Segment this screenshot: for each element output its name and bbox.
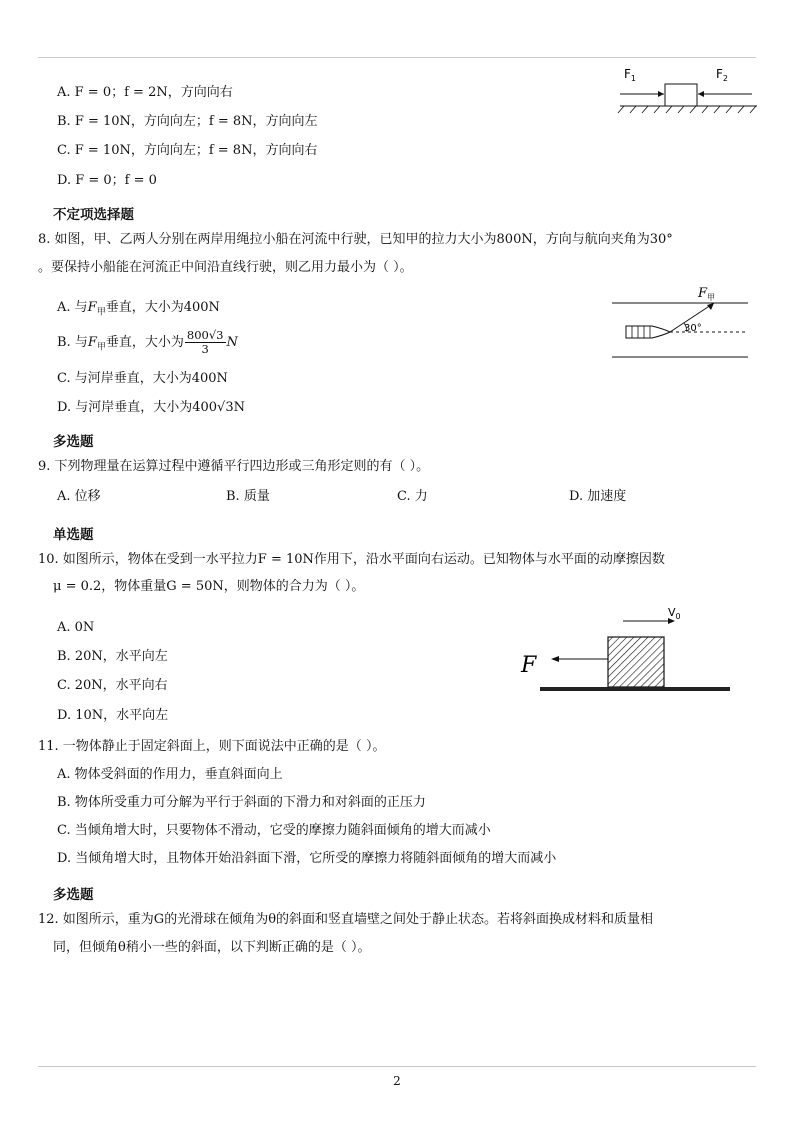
section-header-indefinite: 不定项选择题	[53, 207, 134, 223]
q10-option-d: D. 10N，水平向左	[57, 708, 169, 723]
footer-rule	[38, 1066, 756, 1067]
q10-option-b: B. 20N，水平向左	[57, 649, 168, 664]
q8-boat-figure	[612, 285, 762, 363]
q10-stem-line2: μ = 0.2，物体重量G = 50N，则物体的合力为（ ）。	[53, 579, 365, 594]
q11-option-a: A. 物体受斜面的作用力，垂直斜面向上	[57, 767, 283, 782]
q7-f2-label: $F_2$	[716, 67, 728, 83]
q10-velocity-label: $V_0$	[668, 606, 681, 621]
q8-option-d: D. 与河岸垂直，大小为400√3N	[57, 400, 245, 415]
q8-option-b: B. 与$F_甲$垂直，大小为 $\frac{800√3}{3}$ N	[57, 328, 238, 356]
q9-stem: 9. 下列物理量在运算过程中遵循平行四边形或三角形定则的有（ ）。	[38, 459, 430, 474]
q7-block-figure	[612, 64, 762, 118]
q8-option-a: A. 与$F_甲$垂直，大小为400N	[57, 300, 220, 318]
q8-fraction: $\frac{800√3}{3}$	[186, 328, 224, 356]
q8-angle-label: 30°	[684, 323, 702, 334]
q12-stem-line2: 同，但倾角θ稍小一些的斜面，以下判断正确的是（ ）。	[53, 940, 371, 955]
q11-stem: 11. 一物体静止于固定斜面上，则下面说法中正确的是（ ）。	[38, 739, 386, 754]
header-rule	[38, 57, 756, 58]
page-number: 2	[393, 1074, 401, 1088]
q10-option-c: C. 20N，水平向右	[57, 678, 168, 693]
q7-option-b: B. F = 10N，方向向左；f = 8N，方向向左	[57, 114, 318, 129]
q10-stem-line1: 10. 如图所示，物体在受到一水平拉力F = 10N作用下，沿水平面向右运动。已知物体与水平面的动摩擦因数	[38, 552, 665, 567]
q10-option-a: A. 0N	[57, 620, 95, 635]
q8-stem-line2: 。要保持小船能在河流正中间沿直线行驶，则乙用力最小为（ ）。	[38, 260, 413, 275]
q9-option-a: A. 位移	[57, 489, 101, 504]
section-header-multi-2: 多选题	[53, 887, 94, 903]
q10-block-figure	[515, 600, 740, 695]
q9-option-b: B. 质量	[226, 489, 270, 504]
q8-option-c: C. 与河岸垂直，大小为400N	[57, 371, 228, 386]
q10-block	[608, 637, 664, 687]
q10-force-label: F	[521, 653, 537, 678]
q12-stem-line1: 12. 如图所示，重为G的光滑球在倾角为θ的斜面和竖直墙壁之间处于静止状态。若将斜面换成材料和质量相	[38, 912, 654, 927]
section-header-multi-1: 多选题	[53, 434, 94, 450]
q11-option-c: C. 当倾角增大时，只要物体不滑动，它受的摩擦力随斜面倾角的增大而减小	[57, 823, 491, 838]
q9-option-d: D. 加速度	[569, 489, 627, 504]
q7-option-a: A. F = 0；f = 2N，方向向右	[57, 85, 233, 100]
q8-force-label: $F_甲$	[698, 286, 716, 302]
q11-option-d: D. 当倾角增大时，且物体开始沿斜面下滑，它所受的摩擦力将随斜面倾角的增大而减小	[57, 851, 557, 866]
q7-block	[665, 84, 697, 106]
q8-boat	[626, 326, 670, 338]
q9-option-c: C. 力	[397, 489, 428, 504]
q11-option-b: B. 物体所受重力可分解为平行于斜面的下滑力和对斜面的正压力	[57, 795, 426, 810]
section-header-single: 单选题	[53, 527, 94, 543]
q7-option-d: D. F = 0；f = 0	[57, 173, 157, 188]
q7-f1-label: $F_1$	[624, 67, 636, 83]
q8-stem-line1: 8. 如图，甲、乙两人分别在两岸用绳拉小船在河流中行驶，已知甲的拉力大小为800N，方向与航向夹角为30°	[38, 232, 673, 247]
q7-option-c: C. F = 10N，方向向左；f = 8N，方向向右	[57, 143, 318, 158]
